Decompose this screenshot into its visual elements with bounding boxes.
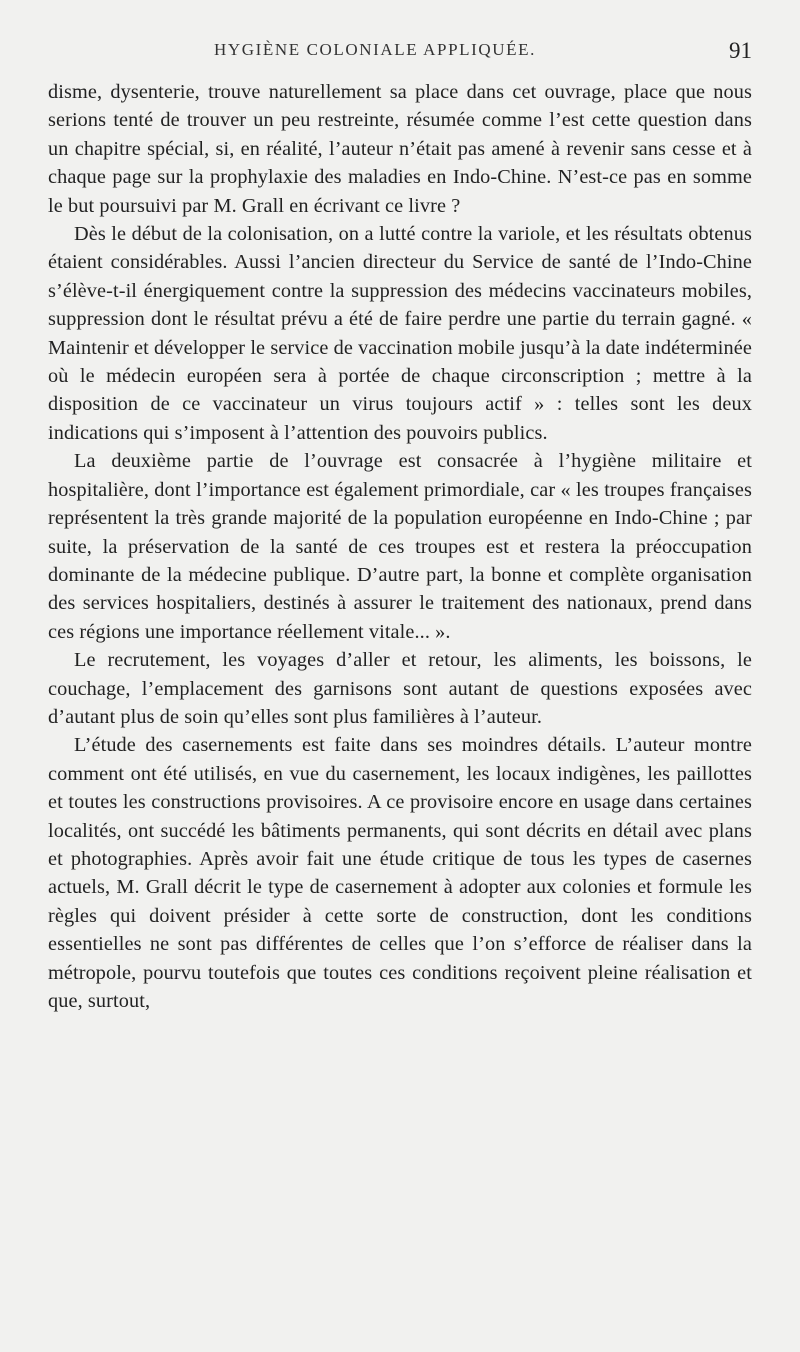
paragraph-variole: Dès le début de la colonisation, on a lutté contre la variole, et les résultats obtenus étaient considérables. Aussi l’ancien directeur du Service de santé de l’Indo-Chine s’élève-t-il énergiquement contre la suppression des médecins vaccinateurs mobiles, suppression dont le résultat prévu a été de faire perdre une partie du terrain gagné. « Maintenir et développer le service de vaccination mobile jusqu’à la date indéterminée où le médecin européen sera à portée de chaque circonscription ; mettre à la disposition de ce vaccinateur un virus toujours actif » : telles sont les deux indications qui s’imposent à l’attention des pouvoirs publics.	[48, 223, 752, 444]
running-head	[48, 38, 752, 74]
running-title: HYGIÈNE COLONIALE APPLIQUÉE.	[214, 40, 536, 59]
page-number: 91	[729, 38, 752, 63]
paragraph-casernements: L’étude des casernements est faite dans ses moindres détails. L’auteur montre comment ont été utilisés, en vue du casernement, les locaux indigènes, les paillottes et toutes les constructions provisoires. A ce provisoire encore en usage dans certaines localités, ont succédé les bâtiments permanents, qui sont décrits en détail avec plans et photographies. Après avoir fait une étude critique de tous les types de casernes actuels, M. Grall décrit le type de casernement à adopter aux colonies et formule les règles qui doivent présider à cette sorte de construction, dont les conditions essentielles ne sont pas différentes de celles que l’on s’efforce de réaliser dans la métropole, pourvu toutefois que toutes ces conditions reçoivent pleine réalisation et que, surtout,	[48, 734, 752, 1012]
paragraph-hygiene-militaire: La deuxième partie de l’ouvrage est consacrée à l’hygiène militaire et hospitalière, dont l’importance est également primordiale, car « les troupes françaises représentent la très grande majorité de la population européenne en Indo-Chine ; par suite, la préservation de la santé de ces troupes est et restera la préoccupation dominante de la médecine publique. D’autre part, la bonne et complète organisation des services hospitaliers, destinés à assurer le traitement des nationaux, prend dans ces régions une importance réellement vitale... ».	[48, 450, 752, 643]
body-text	[48, 78, 752, 1015]
paragraph-continuation: disme, dysenterie, trouve naturellement sa place dans cet ouvrage, place que nous serions tenté de trouver un peu restreinte, résumée comme l’est cette question dans un chapitre spécial, si, en réalité, l’auteur n’était pas amené à revenir sans cesse et à chaque page sur la prophylaxie des maladies en Indo-Chine. N’est-ce pas en somme le but poursuivi par M. Grall en écrivant ce livre ?	[48, 81, 752, 217]
paragraph-recrutement: Le recrutement, les voyages d’aller et retour, les aliments, les boissons, le couchage, l’emplacement des garnisons sont autant de questions exposées avec d’autant plus de soin qu’elles sont plus familières à l’auteur.	[48, 649, 752, 728]
